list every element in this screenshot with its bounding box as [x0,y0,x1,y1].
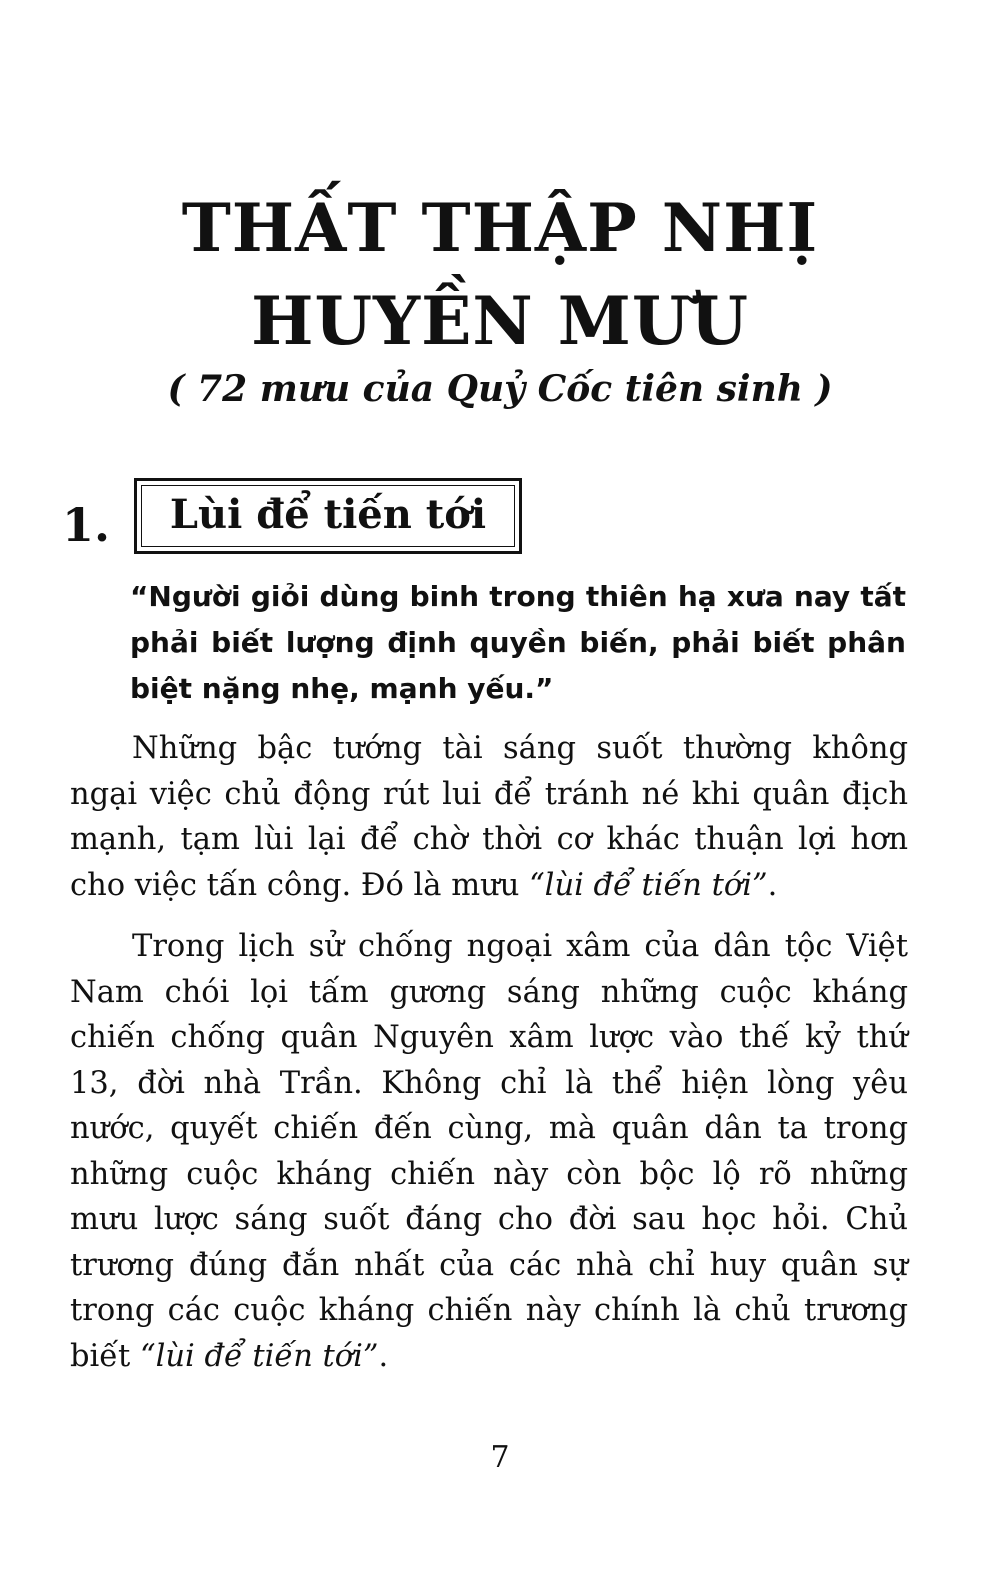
page-title-line-1: THẤT THẬP NHỊ [181,189,819,267]
paragraph-1-emphasis: “lùi để tiến tới” [529,867,768,903]
paragraph-2 [70,924,908,1379]
opening-quote: “Người giỏi dùng binh trong thiên hạ xưa nay tất phải biết lượng định quyền biến, phải biết phân biệt nặng nhẹ, mạnh yếu.” [130,580,906,705]
section-title-frame [134,478,522,554]
page-title-line-2: HUYỀN MƯU [251,282,749,360]
paragraph-2-text: Trong lịch sử chống ngoại xâm của dân tộc Việt Nam chói lọi tấm gương sáng những cuộc kháng chiến chống quân Nguyên xâm lược vào thế kỷ thứ 13, đời nhà Trần. Không chỉ là thể hiện lòng yêu nước, quyết chiến đến cùng, mà quân dân ta trong những cuộc kháng chiến này còn bộc lộ rõ những mưu lược sáng suốt đáng cho đời sau học hỏi. Chủ trương đúng đắn nhất của các nhà chỉ huy quân sự trong các cuộc kháng chiến này chính là chủ trương biết [70,929,908,1374]
paragraph-1 [70,726,908,908]
paragraph-1-text: Những bậc tướng tài sáng suốt thường không ngại việc chủ động rút lui để tránh né khi quân địch mạnh, tạm lùi lại để chờ thời cơ khác thuận lợi hơn cho việc tấn công. Đó là mưu [70,731,908,903]
paragraph-1-end: . [767,867,778,903]
page-number: 7 [490,1440,510,1475]
section-title: Lùi để tiến tới [169,491,487,538]
section-number: 1. [62,498,111,552]
paragraph-2-emphasis: “lùi để tiến tới” [140,1338,379,1374]
page-subtitle: ( 72 mưu của Quỷ Cốc tiên sinh ) [167,368,833,410]
paragraph-2-end: . [378,1338,389,1374]
